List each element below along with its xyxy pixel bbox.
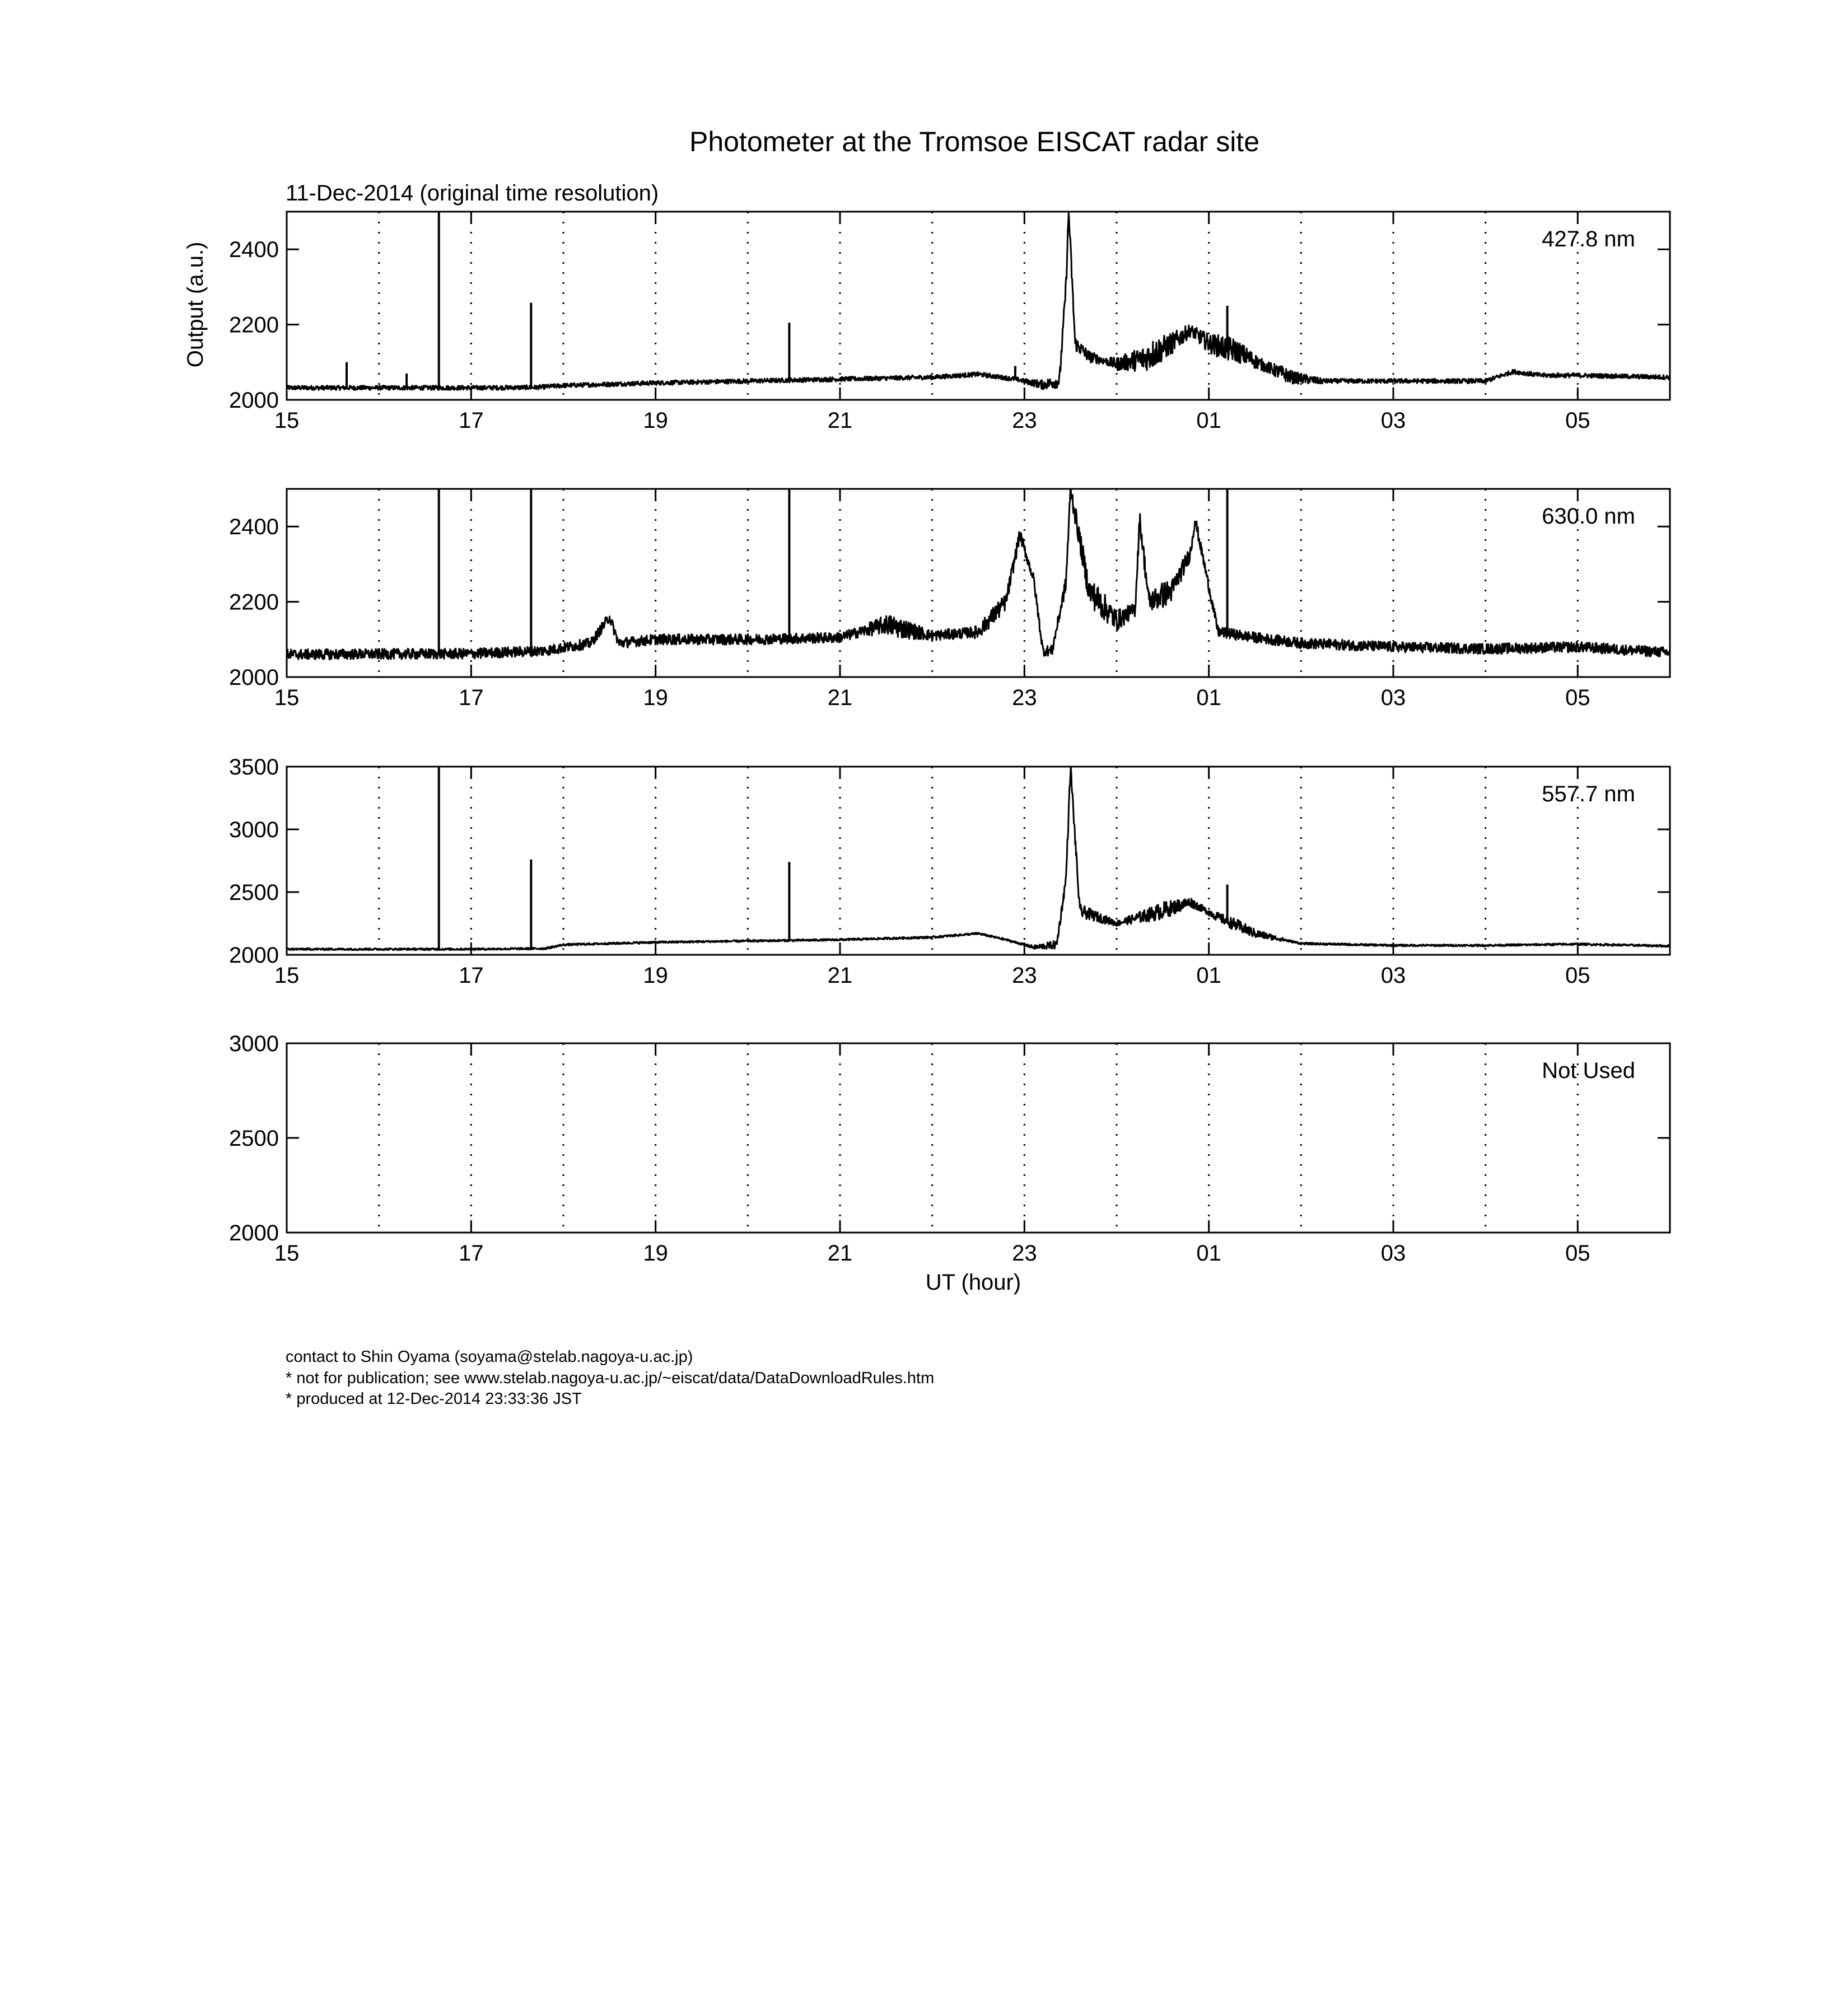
series-line bbox=[287, 767, 1670, 950]
y-tick-label: 3000 bbox=[229, 818, 279, 842]
x-tick-label: 17 bbox=[459, 408, 484, 433]
x-tick-label: 03 bbox=[1380, 1241, 1406, 1266]
x-tick-label: 05 bbox=[1565, 685, 1590, 710]
x-tick-label: 05 bbox=[1565, 1241, 1590, 1266]
panel-4 bbox=[229, 1032, 1670, 1266]
x-tick-label: 05 bbox=[1565, 408, 1590, 433]
footer-produced: * produced at 12-Dec-2014 23:33:36 JST bbox=[286, 1390, 582, 1408]
x-tick-label: 23 bbox=[1012, 1241, 1037, 1266]
x-tick-label: 03 bbox=[1380, 408, 1406, 433]
x-tick-label: 23 bbox=[1012, 963, 1037, 988]
y-tick-label: 2000 bbox=[229, 665, 279, 690]
x-tick-label: 17 bbox=[459, 1241, 484, 1266]
x-tick-label: 23 bbox=[1012, 685, 1037, 710]
y-tick-label: 2400 bbox=[229, 515, 279, 540]
x-tick-label: 23 bbox=[1012, 408, 1037, 433]
series-label: Not Used bbox=[1542, 1058, 1635, 1083]
y-tick-label: 3500 bbox=[229, 755, 279, 780]
x-tick-label: 19 bbox=[643, 685, 668, 710]
series-label: 557.7 nm bbox=[1542, 782, 1635, 806]
y-tick-label: 2200 bbox=[229, 590, 279, 615]
y-tick-label: 3000 bbox=[229, 1032, 279, 1056]
series-label: 630.0 nm bbox=[1542, 504, 1635, 529]
y-tick-label: 2500 bbox=[229, 880, 279, 905]
footer-contact: contact to Shin Oyama (soyama@stelab.nagoya-u.ac.jp) bbox=[286, 1348, 693, 1366]
panel-3 bbox=[229, 755, 1670, 988]
series-line bbox=[287, 489, 1670, 660]
y-axis-label: Output (a.u.) bbox=[183, 241, 208, 368]
y-tick-label: 2000 bbox=[229, 943, 279, 968]
x-tick-label: 21 bbox=[827, 963, 853, 988]
x-axis-label: UT (hour) bbox=[925, 1270, 1021, 1295]
chart-panels bbox=[229, 212, 1670, 1266]
series-label: 427.8 nm bbox=[1542, 227, 1635, 251]
y-tick-label: 2400 bbox=[229, 237, 279, 263]
x-tick-label: 01 bbox=[1196, 1241, 1221, 1266]
x-tick-label: 03 bbox=[1380, 963, 1406, 988]
x-tick-label: 03 bbox=[1380, 685, 1406, 710]
x-tick-label: 05 bbox=[1565, 963, 1590, 988]
panel-2 bbox=[229, 489, 1670, 710]
y-tick-label: 2500 bbox=[229, 1126, 279, 1151]
axes-frame bbox=[287, 1043, 1670, 1233]
x-tick-label: 01 bbox=[1196, 963, 1221, 988]
series-line bbox=[287, 213, 1670, 390]
figure-subtitle: 11-Dec-2014 (original time resolution) bbox=[286, 181, 659, 206]
x-tick-label: 21 bbox=[827, 685, 853, 710]
x-tick-label: 21 bbox=[827, 1241, 853, 1266]
y-tick-label: 2000 bbox=[229, 388, 279, 413]
figure-title: Photometer at the Tromsoe EISCAT radar site bbox=[689, 126, 1260, 157]
axes-frame bbox=[287, 767, 1670, 955]
y-tick-label: 2000 bbox=[229, 1221, 279, 1245]
x-tick-label: 19 bbox=[643, 1241, 668, 1266]
x-tick-label: 01 bbox=[1196, 408, 1221, 433]
x-tick-label: 15 bbox=[274, 1241, 300, 1266]
x-tick-label: 17 bbox=[459, 963, 484, 988]
x-tick-label: 21 bbox=[827, 408, 853, 433]
x-tick-label: 15 bbox=[274, 408, 300, 433]
x-tick-label: 19 bbox=[643, 408, 668, 433]
x-tick-label: 17 bbox=[459, 685, 484, 710]
footer-rules: * not for publication; see www.stelab.nagoya-u.ac.jp/~eiscat/data/DataDownloadRules.htm bbox=[286, 1369, 935, 1387]
panel-1 bbox=[229, 212, 1670, 433]
x-tick-label: 01 bbox=[1196, 685, 1221, 710]
x-tick-label: 15 bbox=[274, 685, 300, 710]
y-tick-label: 2200 bbox=[229, 312, 279, 338]
x-tick-label: 19 bbox=[643, 963, 668, 988]
x-tick-label: 15 bbox=[274, 963, 300, 988]
